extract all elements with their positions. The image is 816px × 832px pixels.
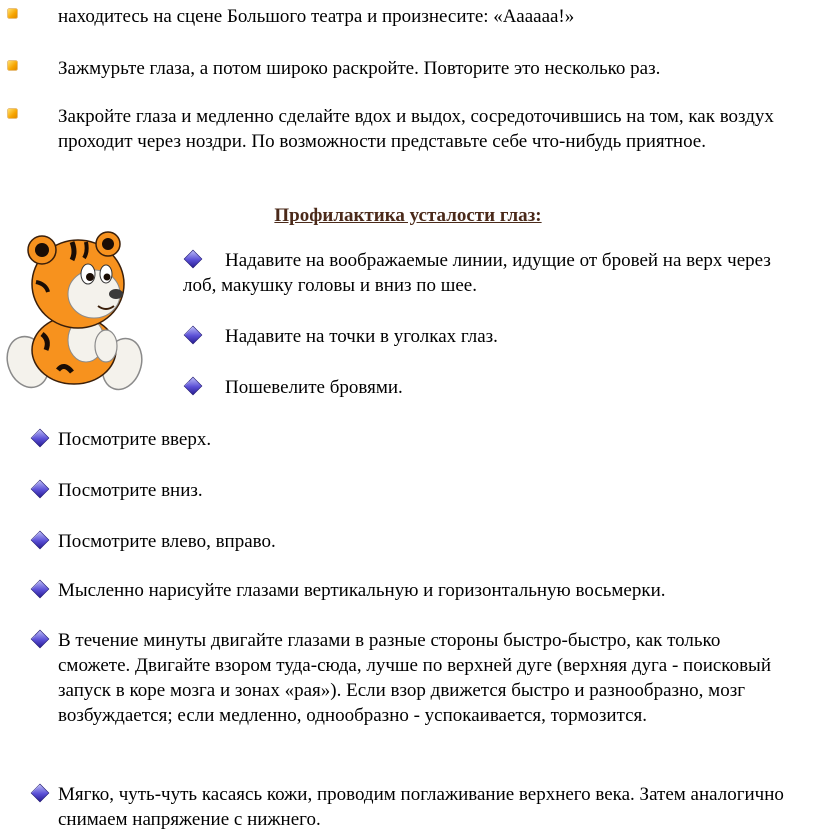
square-bullet-icon (8, 9, 17, 18)
list-item-bottom-6 (58, 782, 806, 832)
list-item-bottom-2 (58, 478, 806, 503)
diamond-bullet-icon (32, 532, 49, 549)
square-bullet-icon (8, 61, 17, 70)
diamond-bullet-icon (185, 251, 202, 268)
list-item-text: Мягко, чуть-чуть касаясь кожи, проводим поглаживание верхнего века. Затем аналогично снимаем напряжение с нижнего. (58, 784, 784, 830)
list-item-right-2 (183, 324, 808, 349)
list-item-text: Посмотрите вниз. (58, 480, 203, 501)
diamond-bullet-icon (185, 378, 202, 395)
list-item-text: Зажмурьте глаза, а потом широко раскройте. Повторите это несколько раз. (58, 58, 661, 79)
list-item-bottom-3 (58, 529, 806, 554)
list-item-right-3 (183, 375, 808, 400)
list-item-bottom-1 (58, 427, 806, 452)
section-heading-text: Профилактика усталости глаз: (274, 205, 542, 226)
list-item-top-2 (58, 56, 803, 81)
list-item-text: находитесь на сцене Большого театра и произнесите: «Аааааа!» (58, 6, 575, 27)
list-item-bottom-5 (58, 628, 783, 728)
square-bullet-icon (8, 109, 17, 118)
list-item-text: В течение минуты двигайте глазами в разные стороны быстро-быстро, как только сможете. Двигайте взором туда-сюда, лучше по верхней дуге (верхняя дуга - поисковый запуск в коре мозга и зонах «рая»). Если взор движется быстро и разнообразно, мозг возбуждается; если медленно, однообразно - успокаивается, тормозится. (58, 630, 771, 726)
diamond-bullet-icon (32, 785, 49, 802)
list-item-text: Пошевелите бровями. (225, 377, 403, 398)
diamond-bullet-icon (185, 327, 202, 344)
diamond-bullet-icon (32, 430, 49, 447)
tiger-cub-illustration (2, 222, 147, 394)
list-item-text: Надавите на воображаемые линии, идущие от бровей на верх через лоб, макушку головы и вниз по шее. (183, 250, 771, 296)
list-item-text: Посмотрите влево, вправо. (58, 531, 276, 552)
diamond-bullet-icon (32, 631, 49, 648)
list-item-top-1 (58, 4, 803, 29)
list-item-text: Посмотрите вверх. (58, 429, 212, 450)
list-item-text: Надавите на точки в уголках глаз. (225, 326, 498, 347)
list-item-text: Мысленно нарисуйте глазами вертикальную и горизонтальную восьмерки. (58, 580, 666, 601)
diamond-bullet-icon (32, 581, 49, 598)
list-item-bottom-4 (58, 578, 806, 603)
list-item-right-1 (183, 248, 808, 298)
diamond-bullet-icon (32, 481, 49, 498)
list-item-top-3 (58, 104, 803, 154)
list-item-text: Закройте глаза и медленно сделайте вдох и выдох, сосредоточившись на том, как воздух проходит через ноздри. По возможности представьте себе что-нибудь приятное. (58, 106, 774, 152)
